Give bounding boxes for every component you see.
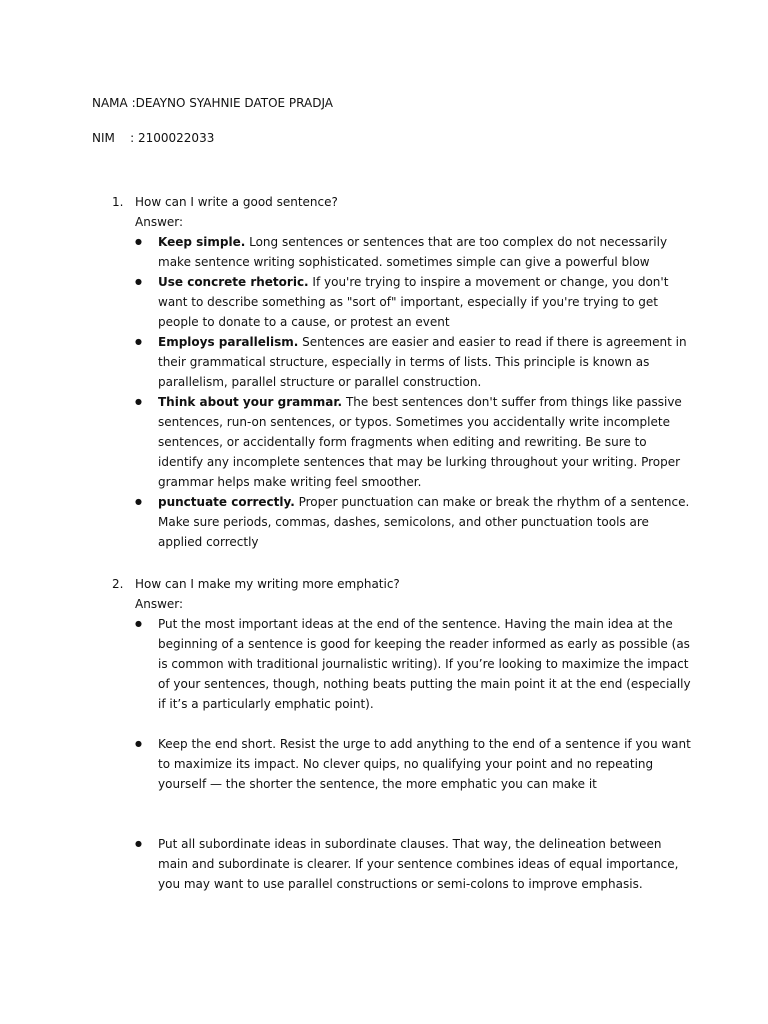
list-item xyxy=(112,332,692,392)
question-1 xyxy=(112,192,692,552)
question-heading xyxy=(112,192,692,212)
item-lead: punctuate correctly. xyxy=(158,495,295,509)
question-2 xyxy=(112,574,692,894)
item-text: Long sentences or sentences that are too complex do not necessarily make sentence writing sophisticated. sometimes simple can give a powerful blow xyxy=(158,235,668,269)
item-text: Put the most important ideas at the end of the sentence. Having the main idea at the beginning of a sentence is good for keeping the reader informed as early as possible (as is common with traditional journalistic writing). If you’re looking to maximize the impact of your sentences, though, nothing beats putting the main point it at the end (especially if it’s a particularly emphatic point). xyxy=(158,617,691,711)
list-item xyxy=(112,834,692,894)
nim-line xyxy=(92,128,214,148)
name-value: DEAYNO SYAHNIE DATOE PRADJA xyxy=(135,96,333,110)
list-item xyxy=(112,232,692,272)
item-lead: Use concrete rhetoric. xyxy=(158,275,309,289)
answer-list xyxy=(112,232,692,552)
item-lead: Think about your grammar. xyxy=(158,395,343,409)
list-item xyxy=(112,272,692,332)
item-text: If you're trying to inspire a movement or change, you don't want to describe something as "sort of" important, especially if you're trying to get people to donate to a cause, or protest an event xyxy=(158,275,669,329)
answer-list xyxy=(112,734,692,794)
name-label: NAMA : xyxy=(92,96,136,110)
nim-value: 2100022033 xyxy=(137,131,215,145)
item-text: Keep the end short. Resist the urge to add anything to the end of a sentence if you want to maximize its impact. No clever quips, no qualifying your point and no repeating yourself — the shorter the sentence, the more emphatic you can make it xyxy=(158,737,691,791)
item-text: Put all subordinate ideas in subordinate clauses. That way, the delineation between main and subordinate is clearer. If your sentence combines ideas of equal importance, you may want to use parallel constructions or semi-colons to improve emphasis. xyxy=(158,837,679,891)
answer-list xyxy=(112,834,692,894)
question-number: 1. xyxy=(112,195,124,209)
list-item xyxy=(112,614,692,714)
question-heading xyxy=(112,574,692,594)
question-title: How can I make my writing more emphatic? xyxy=(135,577,400,591)
list-item xyxy=(112,492,692,552)
list-item xyxy=(112,734,692,794)
question-title: How can I write a good sentence? xyxy=(135,195,338,209)
name-line xyxy=(92,93,333,113)
nim-label: NIM : xyxy=(92,131,138,145)
item-text: The best sentences don't suffer from things like passive sentences, run-on sentences, or typos. Sometimes you accidentally write incomplete sentences, or accidentally form fragments when editing and rewriting. Be sure to identify any incomplete sentences that may be lurking throughout your writing. Proper grammar helps make writing feel smoother. xyxy=(158,395,682,489)
item-text: Sentences are easier and easier to read if there is agreement in their grammatical structure, especially in terms of lists. This principle is known as parallelism, parallel structure or parallel construction. xyxy=(158,335,687,389)
answer-list xyxy=(112,614,692,714)
list-item xyxy=(112,392,692,492)
item-lead: Keep simple. xyxy=(158,235,246,249)
item-lead: Employs parallelism. xyxy=(158,335,299,349)
question-number: 2. xyxy=(112,577,124,591)
answer-label: Answer: xyxy=(135,597,184,611)
item-text: Proper punctuation can make or break the rhythm of a sentence. Make sure periods, commas, dashes, semicolons, and other punctuation tools are applied correctly xyxy=(158,495,690,549)
answer-label: Answer: xyxy=(135,215,184,229)
